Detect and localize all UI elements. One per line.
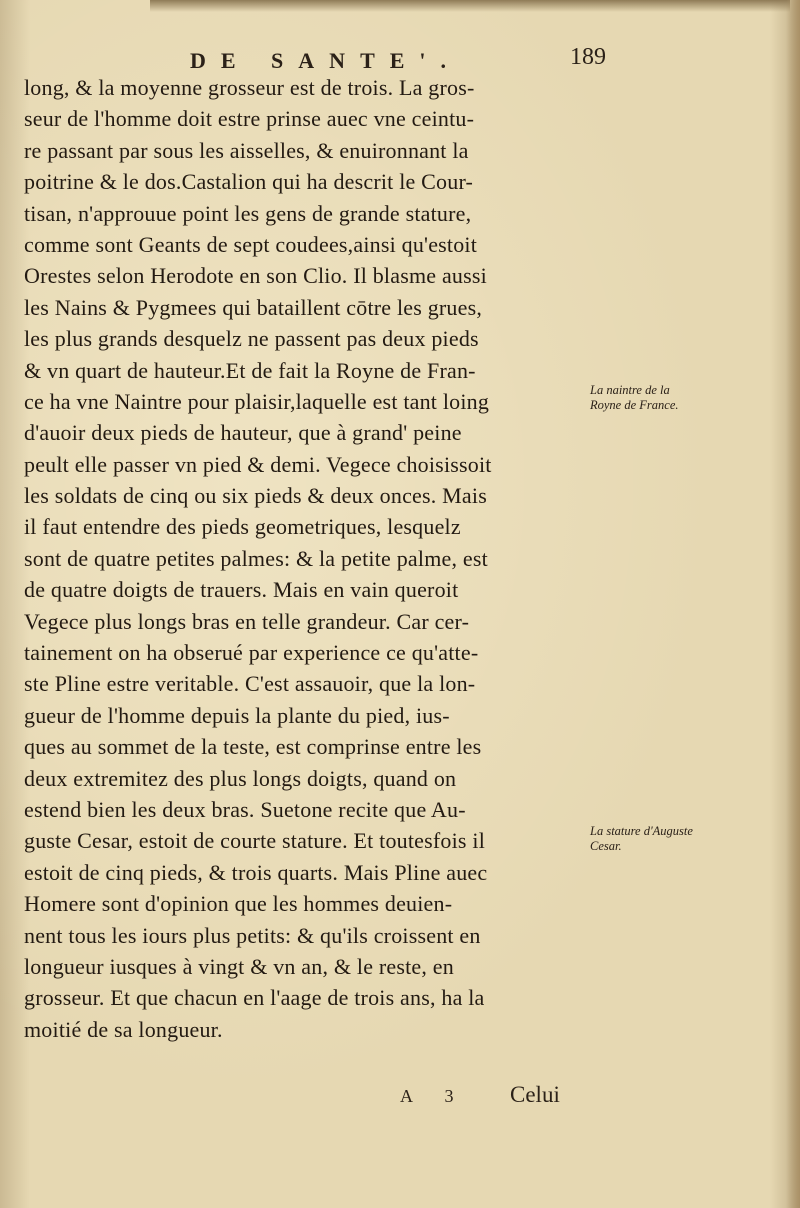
- text-line: estoit de cinq pieds, & trois quarts. Mais Pline auec: [24, 859, 488, 885]
- body-text: [24, 72, 584, 1045]
- page-number: 189: [570, 44, 606, 70]
- text-line: Vegece plus longs bras en telle grandeur. Car cer-: [24, 608, 470, 634]
- text-line: Homere sont d'opinion que les hommes deuien-: [24, 891, 453, 917]
- text-line: poitrine & le dos.Castalion qui ha descrit le Cour-: [24, 169, 474, 195]
- text-line: de quatre doigts de trauers. Mais en vain queroit: [24, 577, 459, 603]
- signature-mark: A 3: [400, 1086, 468, 1106]
- text-line: sont de quatre petites palmes: & la petite palme, est: [24, 545, 488, 571]
- text-line: longueur iusques à vingt & vn an, & le reste, en: [24, 953, 454, 979]
- page-top-edge: [150, 0, 790, 12]
- text-line: tainement on ha obserué par experience ce qu'atte-: [24, 640, 479, 666]
- text-line: guste Cesar, estoit de courte stature. Et toutesfois il: [24, 828, 486, 854]
- text-line: grosseur. Et que chacun en l'aage de trois ans, ha la: [24, 985, 485, 1011]
- text-line: ce ha vne Naintre pour plaisir,laquelle est tant loing: [24, 388, 490, 414]
- text-line: comme sont Geants de sept coudees,ainsi qu'estoit: [24, 231, 478, 257]
- text-line: long, & la moyenne grosseur est de trois. La gros-: [24, 75, 475, 100]
- margin-note-naintre: La naintre de la Royne de France.: [590, 383, 679, 412]
- text-line: les soldats de cinq ou six pieds & deux onces. Mais: [24, 483, 487, 509]
- text-line: seur de l'homme doit estre prinse auec vne ceintu-: [24, 106, 475, 132]
- page-right-edge: [786, 0, 800, 1208]
- text-line: il faut entendre des pieds geometriques, lesquelz: [24, 514, 461, 540]
- catchword: Celui: [510, 1082, 560, 1107]
- text-line: Orestes selon Herodote en son Clio. Il blasme aussi: [24, 263, 487, 289]
- text-line: & vn quart de hauteur.Et de fait la Royne de Fran-: [24, 357, 476, 383]
- text-line: peult elle passer vn pied & demi. Vegece choisissoit: [24, 451, 492, 477]
- text-line: nent tous les iours plus petits: & qu'ils croissent en: [24, 922, 481, 948]
- text-line: ques au sommet de la teste, est comprinse entre les: [24, 734, 482, 760]
- text-line: ste Pline estre veritable. C'est assauoir, que la lon-: [24, 671, 476, 697]
- margin-note-auguste: La stature d'Auguste Cesar.: [590, 824, 693, 853]
- text-line: gueur de l'homme depuis la plante du pied, ius-: [24, 702, 450, 728]
- page-footer: [0, 1082, 800, 1114]
- text-line: moitié de sa longueur.: [24, 1016, 223, 1042]
- text-line: tisan, n'approuue point les gens de grande stature,: [24, 200, 472, 226]
- text-line: estend bien les deux bras. Suetone recite que Au-: [24, 796, 466, 822]
- text-line: les Nains & Pygmees qui bataillent cōtre les grues,: [24, 294, 483, 320]
- text-line: re passant par sous les aisselles, & enuironnant la: [24, 137, 469, 163]
- text-line: les plus grands desquelz ne passent pas deux pieds: [24, 326, 479, 352]
- text-line: d'auoir deux pieds de hauteur, que à grand' peine: [24, 420, 462, 446]
- text-line: deux extremitez des plus longs doigts, quand on: [24, 765, 457, 791]
- running-title: DE SANTE'.: [190, 48, 462, 73]
